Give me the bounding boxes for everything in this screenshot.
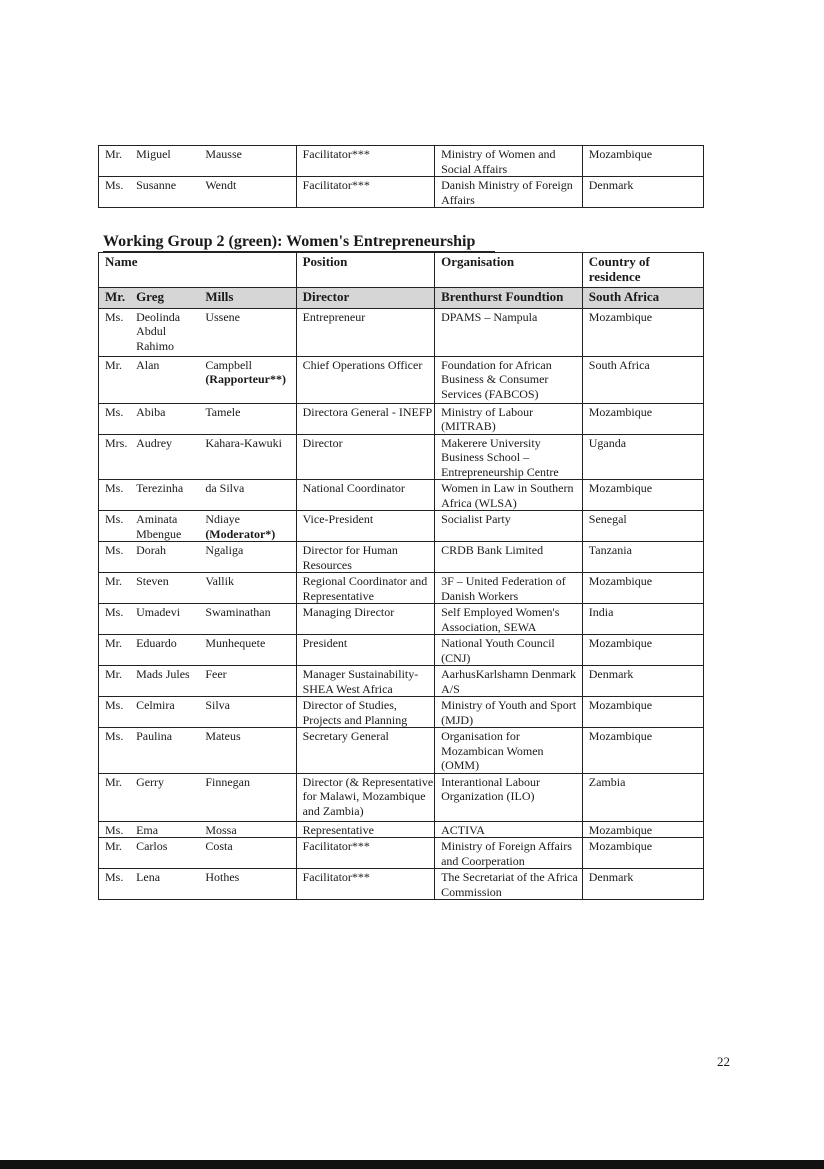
cell-last-name: Mills [199, 288, 296, 309]
cell-title: Ms. [105, 870, 124, 884]
last-name: Ngaliga [205, 543, 244, 557]
cell-position: Secretary General [296, 728, 435, 774]
table-row [99, 773, 704, 821]
working-group-table [98, 252, 704, 900]
last-name: Mateus [205, 729, 241, 743]
cell-organisation: Ministry of Women and Social Affairs [435, 146, 583, 177]
cell-position: Chief Operations Officer [296, 356, 435, 403]
last-name: Tamele [205, 404, 241, 419]
cell-title: Ms. [99, 728, 131, 774]
page-number: 22 [717, 1054, 730, 1069]
cell-title: Mr. [99, 635, 131, 666]
last-name: Munhequete [205, 636, 266, 650]
last-name: Kahara-Kawuki [205, 435, 282, 450]
cell-first-name: Susanne [136, 178, 177, 192]
cell-first-name: Celmira [130, 697, 199, 728]
cell-first-name: Audrey [130, 434, 199, 480]
table-row [99, 356, 704, 403]
cell-first-name: Miguel [130, 146, 199, 177]
cell-position: Facilitator*** [296, 869, 435, 900]
table-row [99, 728, 704, 774]
cell-last-name [199, 511, 296, 542]
cell-position: Director [296, 288, 435, 309]
cell-position: Director [296, 434, 435, 480]
cell-first-name: Terezinha [130, 480, 199, 511]
cell-position: Regional Coordinator and Representative [296, 573, 435, 604]
cell-last-name [199, 356, 296, 403]
cell-last-name: Wendt [205, 178, 237, 192]
cell-organisation: Self Employed Women's Association, SEWA [435, 604, 583, 635]
cell-first-name: Lena [136, 870, 161, 884]
cell-country: Uganda [582, 434, 703, 480]
cell-position: Representative [296, 821, 435, 838]
table-row [99, 666, 704, 697]
cell-first-name: Greg [130, 288, 199, 309]
cell-organisation: National Youth Council (CNJ) [435, 635, 583, 666]
cell-position: Facilitator*** [296, 838, 435, 869]
cell-organisation: CRDB Bank Limited [435, 542, 583, 573]
cell-organisation: Brenthurst Foundtion [435, 288, 583, 309]
cell-country: Zambia [582, 773, 703, 821]
cell-first-name: Ema [130, 821, 199, 838]
header-country: Country of residence [582, 253, 703, 288]
last-name: Feer [205, 667, 227, 681]
cell-country: Mozambique [582, 146, 703, 177]
cell-organisation: Foundation for African Business & Consumer Services (FABCOS) [435, 356, 583, 403]
cell-country: South Africa [582, 288, 703, 309]
cell-title: Mr. [99, 288, 131, 309]
cell-country: Mozambique [582, 480, 703, 511]
cell-organisation: Makerere University Business School – Entrepreneurship Centre [435, 434, 583, 480]
cell-title: Mr. [99, 146, 131, 177]
cell-country: Denmark [582, 869, 703, 900]
cell-position: Director (& Representative for Malawi, Mozambique and Zambia) [296, 773, 435, 821]
cell-last-name [199, 308, 296, 356]
table-row [99, 146, 704, 177]
cell-last-name [199, 480, 296, 511]
cell-organisation: Ministry of Labour (MITRAB) [435, 403, 583, 434]
cell-last-name [199, 773, 296, 821]
cell-title: Mr. [99, 356, 131, 403]
scan-edge-bar [0, 1160, 824, 1169]
cell-title: Ms. [99, 697, 131, 728]
table-row [99, 511, 704, 542]
cell-first-name: Alan [130, 356, 199, 403]
cell-last-name [199, 403, 296, 434]
cell-country: Mozambique [582, 308, 703, 356]
cell-first-name: Gerry [130, 773, 199, 821]
last-name: Ndiaye [205, 512, 240, 526]
working-group-title: Working Group 2 (green): Women's Entrepreneurship [103, 233, 476, 250]
cell-organisation: Women in Law in Southern Africa (WLSA) [435, 480, 583, 511]
header-position: Position [296, 253, 435, 288]
last-name: Ussene [205, 309, 240, 324]
highlight-row [99, 288, 704, 309]
header-name: Name [99, 253, 297, 288]
cell-title: Ms. [99, 308, 131, 356]
cell-country: Tanzania [582, 542, 703, 573]
table-row [99, 573, 704, 604]
cell-title: Ms. [99, 403, 131, 434]
cell-country: Denmark [582, 177, 703, 208]
cell-organisation: ACTIVA [435, 821, 583, 838]
last-name: Campbell [205, 357, 252, 372]
cell-country: Mozambique [582, 728, 703, 774]
cell-title: Ms. [99, 511, 131, 542]
cell-position: Entrepreneur [296, 308, 435, 356]
cell-title: Ms. [99, 821, 131, 838]
cell-country: India [582, 604, 703, 635]
cell-first-name: Steven [130, 573, 199, 604]
table-row [99, 403, 704, 434]
last-name: Mossa [205, 822, 237, 837]
cell-organisation: Danish Ministry of Foreign Affairs [435, 177, 583, 208]
cell-last-name [199, 821, 296, 838]
last-name: Hothes [205, 870, 240, 884]
table-row [99, 480, 704, 511]
table-row [99, 604, 704, 635]
cell-position: National Coordinator [296, 480, 435, 511]
cell-position: Director of Studies, Projects and Planning [296, 697, 435, 728]
last-name: Silva [205, 698, 230, 712]
participants-table-continued [98, 145, 704, 208]
cell-title: Mr. [99, 773, 131, 821]
table-row [99, 542, 704, 573]
last-name: Costa [205, 839, 233, 853]
cell-first-name: Eduardo [130, 635, 199, 666]
cell-organisation: Interantional Labour Organization (ILO) [435, 773, 583, 821]
header-row [99, 253, 704, 288]
cell-country: Mozambique [582, 838, 703, 869]
cell-last-name [199, 542, 296, 573]
cell-position: Manager Sustainability-SHEA West Africa [296, 666, 435, 697]
cell-position: Facilitator*** [296, 146, 435, 177]
cell-last-name [199, 666, 296, 697]
table-row [99, 697, 704, 728]
cell-organisation: AarhusKarlshamn Denmark A/S [435, 666, 583, 697]
cell-last-name: Mausse [199, 146, 296, 177]
cell-last-name [199, 604, 296, 635]
cell-first-name: Paulina [130, 728, 199, 774]
cell-country: Mozambique [582, 635, 703, 666]
cell-country: South Africa [582, 356, 703, 403]
table-row [99, 177, 704, 208]
table-row [99, 869, 704, 900]
cell-last-name [199, 838, 296, 869]
cell-last-name [199, 635, 296, 666]
cell-last-name [199, 697, 296, 728]
cell-first-name: Aminata Mbengue [130, 511, 199, 542]
cell-country: Mozambique [582, 821, 703, 838]
cell-organisation: 3F – United Federation of Danish Workers [435, 573, 583, 604]
cell-first-name: Abiba [130, 403, 199, 434]
cell-organisation: Socialist Party [435, 511, 583, 542]
cell-position: Directora General - INEFP [296, 403, 435, 434]
cell-position: Managing Director [296, 604, 435, 635]
cell-country: Mozambique [582, 697, 703, 728]
cell-first-name: Mads Jules [130, 666, 199, 697]
cell-position: Director for Human Resources [296, 542, 435, 573]
cell-title: Mr. [99, 666, 131, 697]
table-row [99, 308, 704, 356]
cell-last-name [199, 434, 296, 480]
role-label: (Moderator*) [205, 526, 276, 541]
cell-organisation: DPAMS – Nampula [435, 308, 583, 356]
last-name: da Silva [205, 481, 245, 495]
cell-position: Vice-President [296, 511, 435, 542]
cell-title: Mrs. [99, 434, 131, 480]
cell-last-name [199, 573, 296, 604]
cell-first-name: Umadevi [130, 604, 199, 635]
role-label: (Rapporteur**) [205, 372, 286, 386]
table-row [99, 838, 704, 869]
cell-country: Mozambique [582, 403, 703, 434]
cell-position: Facilitator*** [296, 177, 435, 208]
last-name: Finnegan [205, 774, 250, 789]
cell-title: Ms. [99, 480, 131, 511]
cell-title: Ms. [99, 542, 131, 573]
cell-last-name [199, 869, 296, 900]
cell-first-name: Dorah [130, 542, 199, 573]
table-row [99, 821, 704, 838]
cell-organisation: Ministry of Youth and Sport (MJD) [435, 697, 583, 728]
cell-country: Senegal [582, 511, 703, 542]
cell-first-name: Deolinda Abdul Rahimo [130, 308, 199, 356]
cell-title: Ms. [99, 604, 131, 635]
cell-organisation: Organisation for Mozambican Women (OMM) [435, 728, 583, 774]
table-row [99, 635, 704, 666]
table-row [99, 434, 704, 480]
cell-title: Mr. [99, 838, 131, 869]
cell-organisation: The Secretariat of the Africa Commission [435, 869, 583, 900]
cell-first-name: Carlos [130, 838, 199, 869]
last-name: Swaminathan [205, 605, 271, 619]
header-organisation: Organisation [435, 253, 583, 288]
cell-position: President [296, 635, 435, 666]
cell-country: Denmark [582, 666, 703, 697]
cell-title: Ms. [105, 178, 124, 192]
cell-country: Mozambique [582, 573, 703, 604]
last-name: Vallik [205, 574, 234, 588]
cell-organisation: Ministry of Foreign Affairs and Coorperation [435, 838, 583, 869]
cell-last-name [199, 728, 296, 774]
cell-title: Mr. [99, 573, 131, 604]
